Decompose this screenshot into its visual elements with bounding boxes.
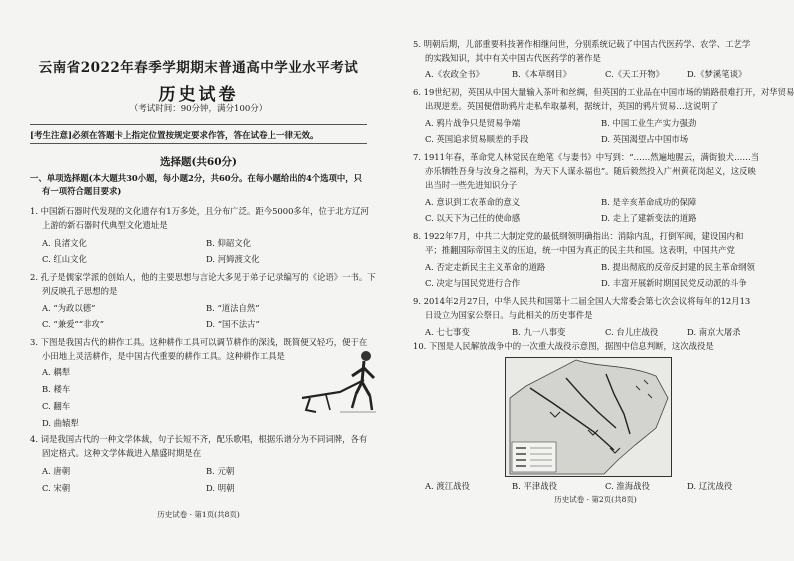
page-footer: 历史试卷 · 第1页(共8页)	[157, 510, 240, 519]
question-3: 3. 下图是我国古代的耕作工具。这种耕作工具可以调节耕作的深浅，既简便又轻巧，便于在	[30, 337, 368, 347]
divider	[30, 124, 367, 125]
option-a[interactable]: A. 渡江战役	[425, 481, 470, 491]
option-a[interactable]: A. 鸦片战争只是贸易争端	[425, 118, 521, 128]
option-d[interactable]: D. 走上了建新变法的道路	[601, 213, 697, 223]
question-2: 2. 孔子是儒家学派的创始人，他的主要思想与言论大多见于弟子记录编写的《论语》一书。下	[30, 272, 376, 282]
option-c[interactable]: C. 淮海战役	[605, 481, 650, 491]
option-b[interactable]: B.《本草纲目》	[512, 69, 572, 79]
option-b[interactable]: B. 平津战役	[512, 481, 557, 491]
option-b[interactable]: B. 耧车	[42, 384, 71, 394]
battle-map	[505, 357, 672, 477]
option-d[interactable]: D. 曲辕犁	[42, 418, 79, 428]
instruction: 有一项符合题目要求)	[42, 186, 122, 196]
option-b[interactable]: B. “道法自然”	[206, 303, 260, 313]
option-d[interactable]: D. 英国渴望占中国市场	[601, 134, 689, 144]
question-1: 1. 中国新石器时代发现的文化遗存有1万多处，且分布广泛。距今5000多年，位于北方辽河	[30, 206, 369, 216]
option-a[interactable]: A.《农政全书》	[425, 69, 484, 79]
option-b[interactable]: B. 中国工业生产实力强劲	[601, 118, 697, 128]
question-2-cont: 列反映孔子思想的是	[42, 286, 118, 296]
option-a[interactable]: A. 唐朝	[42, 466, 71, 476]
plough-illustration	[300, 346, 380, 421]
option-d[interactable]: D. 南京大屠杀	[687, 327, 741, 337]
option-d[interactable]: D.《梦溪笔谈》	[687, 69, 747, 79]
option-a[interactable]: A. 否定走新民主主义革命的道路	[425, 262, 546, 272]
question-9-cont: 日设立为国家公祭日。与此相关的历史事件是	[425, 310, 593, 320]
option-a[interactable]: A. “为政以德”	[42, 303, 96, 313]
exam-subtitle: 历史试卷	[158, 85, 239, 105]
divider	[30, 143, 367, 144]
exam-info: （考试时间：90分钟，满分100分）	[129, 104, 268, 114]
option-b[interactable]: B. 提出彻底的反帝反封建的民主革命纲领	[601, 262, 755, 272]
question-3-cont: 小田地上灵活耕作，是中国古代重要的耕作工具。这种耕作工具是	[42, 351, 285, 361]
question-5: 5. 明朝后期，儿部重要科技著作相继问世，分别系统记载了中国古代医药学、农学、工艺学	[413, 39, 751, 49]
option-a[interactable]: A. 七七事变	[425, 327, 470, 337]
option-d[interactable]: D. 河姆渡文化	[206, 254, 260, 264]
question-5-cont: 的实践知识，其中有关中国古代医药学的著作是	[425, 53, 601, 63]
question-4-cont: 固定格式。这种文学体裁进入鼎盛时期是在	[42, 448, 202, 458]
exam-title: 云南省2022年春季学期期末普通高中学业水平考试	[38, 60, 359, 76]
question-7-cont: 出当时一些先进知识分子	[425, 180, 518, 190]
option-a[interactable]: A. 耦犁	[42, 367, 71, 377]
question-7: 7. 1911年春，革命党人林觉民在绝笔《与妻书》中写到：“……然遍地腥云，满街狼犬……当	[413, 152, 760, 162]
option-c[interactable]: C. 翻车	[42, 401, 71, 411]
option-b[interactable]: B. 九一八事变	[512, 327, 566, 337]
section-heading: 选择题(共60分)	[159, 156, 238, 168]
question-8: 8. 1922年7月，中共二大制定党的最低纲领明确指出：消除内乱，打倒军阀，建设国内和	[413, 231, 744, 241]
option-b[interactable]: B. 是辛亥革命成功的保障	[601, 197, 697, 207]
option-a[interactable]: A. 良渚文化	[42, 238, 87, 248]
option-c[interactable]: C. 红山文化	[42, 254, 87, 264]
option-c[interactable]: C.《天工开物》	[605, 69, 665, 79]
option-c[interactable]: C. 宋朝	[42, 483, 71, 493]
question-4: 4. 词是我国古代的一种文学体裁，句子长短不齐，配乐歌唱，根据乐谱分为不同词牌，各有	[30, 434, 368, 444]
instruction: 一、单项选择题(本大题共30小题，每小题2分，共60分。在每小题给出的4个选项中，只	[30, 173, 363, 183]
option-c[interactable]: C. 英国追求贸易顺差的手段	[425, 134, 529, 144]
question-10: 10. 下图是人民解放战争中的一次重大战役示意图，据图中信息判断，这次战役是	[413, 341, 714, 351]
option-d[interactable]: D. 辽沈战役	[687, 481, 733, 491]
option-c[interactable]: C. 台儿庄战役	[605, 327, 659, 337]
exam-notice: [考生注意]必须在答题卡上指定位置按规定要求作答，答在试卷上一律无效。	[30, 131, 319, 141]
option-a[interactable]: A. 意识到工农革命的意义	[425, 197, 521, 207]
option-d[interactable]: D. 丰富开展新时期国民党反动派的斗争	[601, 278, 747, 288]
option-b[interactable]: B. 仰韶文化	[206, 238, 251, 248]
option-d[interactable]: D. “国不法古”	[206, 319, 260, 329]
option-d[interactable]: D. 明朝	[206, 483, 235, 493]
page-footer: 历史试卷 · 第2页(共8页)	[554, 495, 637, 504]
option-c[interactable]: C. 决定与国民党进行合作	[425, 278, 521, 288]
question-1-cont: 上游的新石器时代典型文化遗址是	[42, 220, 168, 230]
exam-page-2	[397, 0, 794, 561]
option-c[interactable]: C. “兼爱”“非攻”	[42, 319, 105, 329]
question-6: 6. 19世纪初，英国从中国大量输入茶叶和丝绸，但英国的工业品在中国市场的销路很难打开，对华贸易	[413, 87, 794, 97]
option-c[interactable]: C. 以天下为己任的使命感	[425, 213, 521, 223]
question-6-cont: 出现逆差。英国便借助鸦片走私牟取暴利，据统计，英国的鸦片贸易…这说明了	[425, 101, 719, 111]
question-7-cont: 亦乐牺牲吾身与汝身之福利，为天下人谋永福也”。随后毅然投入广州黄花岗起义，这反映	[425, 166, 756, 176]
question-8-cont: 平；推翻国际帝国主义的压迫，统一中国为真正的民主共和国。这表明，中国共产党	[425, 245, 735, 255]
option-b[interactable]: B. 元朝	[206, 466, 235, 476]
question-9: 9. 2014年2月27日，中华人民共和国第十二届全国人大常委会第七次会议将每年的12月13	[413, 296, 751, 306]
